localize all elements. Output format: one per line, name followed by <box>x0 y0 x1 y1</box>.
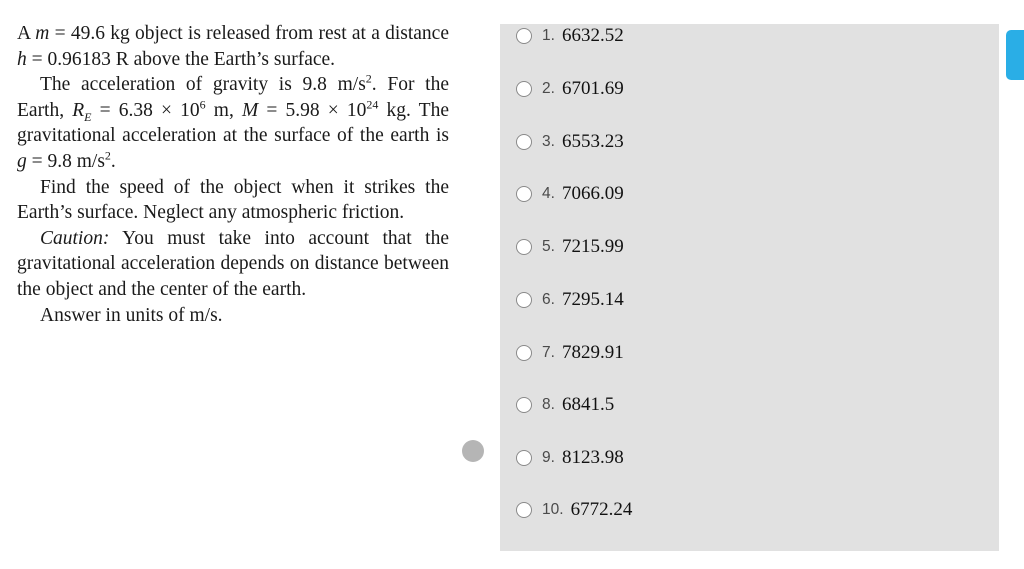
radio-button[interactable] <box>516 502 532 518</box>
radio-button[interactable] <box>516 186 532 202</box>
question-paragraph-5: Answer in units of m/s. <box>40 304 223 326</box>
radio-button[interactable] <box>516 345 532 361</box>
question-text <box>17 21 449 328</box>
option-3[interactable]: 3. 6553.23 <box>516 130 624 154</box>
option-10[interactable]: 10. 6772.24 <box>516 498 632 522</box>
option-2[interactable]: 2. 6701.69 <box>516 77 624 101</box>
option-9[interactable]: 9. 8123.98 <box>516 446 624 470</box>
option-7[interactable]: 7. 7829.91 <box>516 341 624 365</box>
radio-button[interactable] <box>516 28 532 44</box>
answer-options-panel <box>500 24 999 551</box>
radio-button[interactable] <box>516 81 532 97</box>
question-paragraph-4: Caution: You must take into account that the gravitational acceleration depends on distance between the object and the center of the earth. <box>17 227 449 300</box>
question-paragraph-3: Find the speed of the object when it strikes the Earth’s surface. Neglect any atmospheric friction. <box>17 176 449 224</box>
option-5[interactable]: 5. 7215.99 <box>516 235 624 259</box>
option-8[interactable]: 8. 6841.5 <box>516 393 614 417</box>
option-4[interactable]: 4. 7066.09 <box>516 182 624 206</box>
option-6[interactable]: 6. 7295.14 <box>516 288 624 312</box>
radio-button[interactable] <box>516 239 532 255</box>
question-paragraph-1: A m = 49.6 kg object is released from rest at a distance h = 0.96183 R above the Earth’s surface. <box>17 23 449 70</box>
radio-button[interactable] <box>516 292 532 308</box>
question-paragraph-2: The acceleration of gravity is 9.8 $m/s^2$. For the Earth, $R_E = 6.38 \times 10^6$ m, $M = 5.98 \times 10^{24}$ kg. The gravitational acceleration at the surface of the earth is g = 9.8 $m/s^2$. <box>17 71 449 172</box>
option-1[interactable]: 1. 6632.52 <box>516 24 624 48</box>
radio-button[interactable] <box>516 397 532 413</box>
drag-handle[interactable] <box>462 440 484 462</box>
scrollbar-thumb[interactable] <box>1006 30 1024 80</box>
radio-button[interactable] <box>516 450 532 466</box>
radio-button[interactable] <box>516 134 532 150</box>
